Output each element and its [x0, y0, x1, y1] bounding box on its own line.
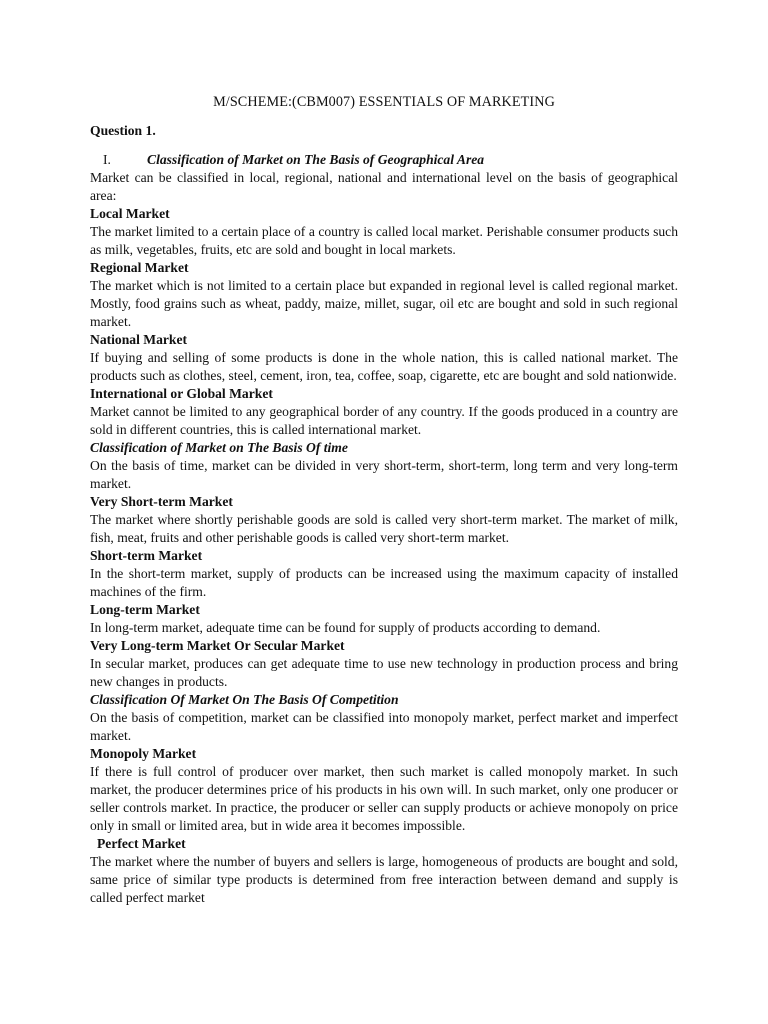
long-term-text: In long-term market, adequate time can be found for supply of products according to demand. — [90, 620, 601, 635]
question-label: Question 1. — [90, 123, 156, 138]
section-time-heading: Classification of Market on The Basis Of time — [90, 440, 348, 455]
regional-market-text: The market which is not limited to a certain place but expanded in regional level is called regional market. Mostly, food grains such as wheat, paddy, maize, millet, sugar, oil etc are bought and sold in such regional market. — [90, 278, 678, 329]
national-market-heading: National Market — [90, 332, 188, 347]
national-market-text: If buying and selling of some products is done in the whole nation, this is called national market. The products such as clothes, steel, cement, iron, tea, coffee, soap, cigarette, etc are bought and sold nationwide. — [90, 350, 678, 383]
section-time-intro: On the basis of time, market can be divided in very short-term, short-term, long term and very long-term market. — [90, 458, 678, 491]
short-term-heading: Short-term Market — [90, 548, 203, 563]
monopoly-market-text: If there is full control of producer over market, then such market is called monopoly market. In such market, the producer determines price of his products in his own will. In such market, only one producer or seller controls market. In practice, the producer or seller can supply products or achieve monopoly on price only in small or limited area, but in wide area it becomes impossible. — [90, 764, 678, 833]
regional-market-heading: Regional Market — [90, 260, 189, 275]
roman-numeral: I. — [103, 152, 111, 167]
perfect-market-heading: Perfect Market — [97, 836, 186, 851]
monopoly-market-heading: Monopoly Market — [90, 746, 197, 761]
perfect-market-text: The market where the number of buyers and sellers is large, homogeneous of products are bought and sold, same price of similar type products is determined from free interaction between demand and supply is called perfect market — [90, 854, 678, 905]
local-market-heading: Local Market — [90, 206, 170, 221]
secular-market-text: In secular market, produces can get adequate time to use new technology in production process and bring new changes in products. — [90, 656, 678, 689]
international-market-text: Market cannot be limited to any geographical border of any country. If the goods produced in a country are sold in different countries, this is called international market. — [90, 404, 678, 437]
section-geographical-title: Classification of Market on The Basis of Geographical Area — [147, 152, 485, 167]
section-competition-heading: Classification Of Market On The Basis Of Competition — [90, 692, 399, 707]
very-short-term-text: The market where shortly perishable goods are sold is called very short-term market. The market of milk, fish, meat, fruits and other perishable goods is called very short-term market. — [90, 512, 678, 545]
very-short-term-heading: Very Short-term Market — [90, 494, 233, 509]
short-term-text: In the short-term market, supply of products can be increased using the maximum capacity of installed machines of the firm. — [90, 566, 678, 599]
section-geographical-heading — [90, 151, 678, 169]
section-competition-intro: On the basis of competition, market can be classified into monopoly market, perfect market and imperfect market. — [90, 710, 678, 743]
document-page — [90, 93, 678, 907]
secular-market-heading: Very Long-term Market Or Secular Market — [90, 638, 345, 653]
section-geographical-intro: Market can be classified in local, regional, national and international level on the basis of geographical area: — [90, 170, 678, 203]
long-term-heading: Long-term Market — [90, 602, 200, 617]
document-title: M/SCHEME:(CBM007) ESSENTIALS OF MARKETING — [213, 94, 555, 110]
local-market-text: The market limited to a certain place of a country is called local market. Perishable consumer products such as milk, vegetables, fruits, etc are sold and bought in local markets. — [90, 224, 678, 257]
international-market-heading: International or Global Market — [90, 386, 273, 401]
